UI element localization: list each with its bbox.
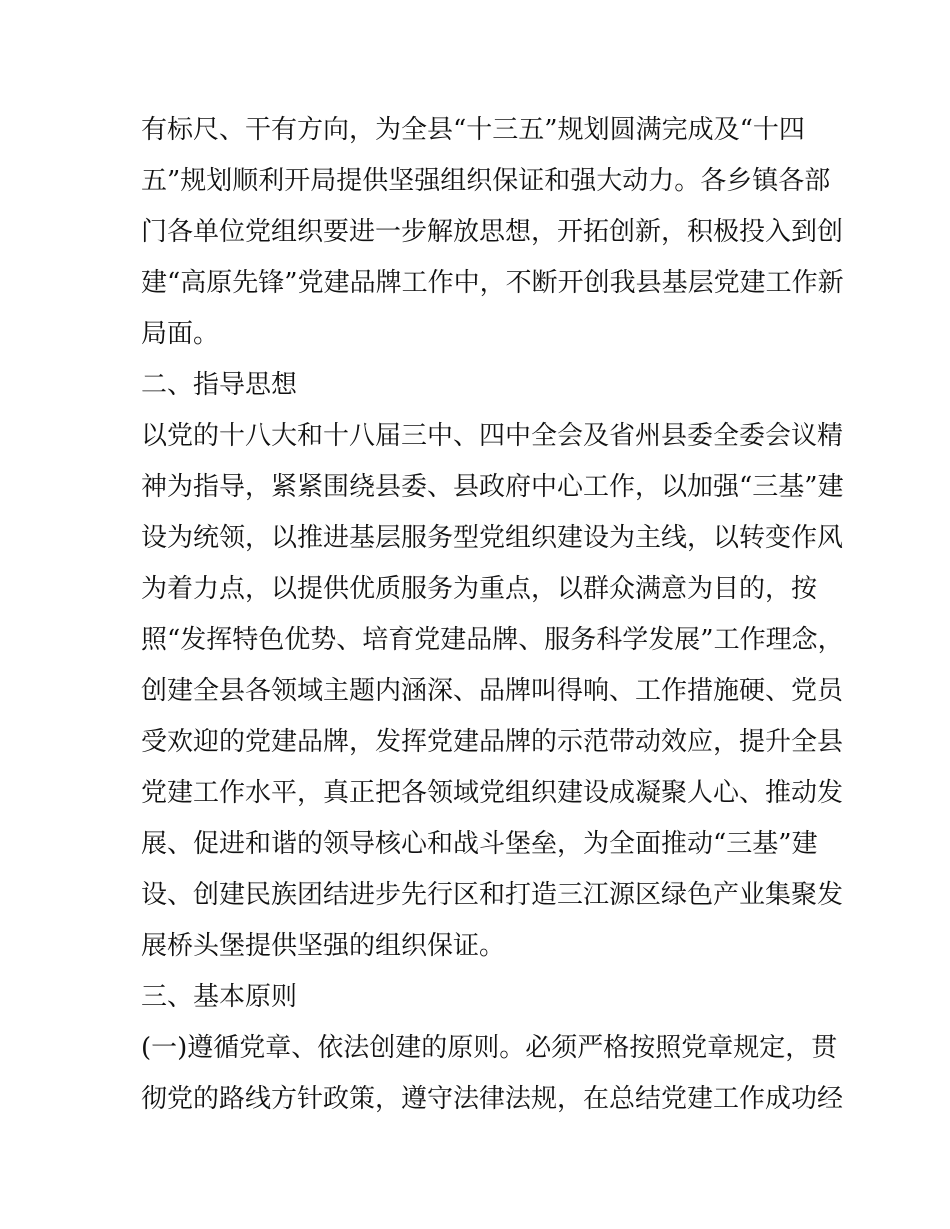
text-line: 建“高原先锋”党建品牌工作中，不断开创我县基层党建工作新 <box>141 268 844 298</box>
text-line: 以党的十八大和十八届三中、四中全会及省州县委全委会议精 <box>141 421 844 451</box>
text-line: 创建全县各领域主题内涵深、品牌叫得响、工作措施硬、党员 <box>141 676 844 706</box>
text-line: 神为指导，紧紧围绕县委、县政府中心工作，以加强“三基”建 <box>141 472 844 502</box>
text-line: 五”规划顺利开局提供坚强组织保证和强大动力。各乡镇各部 <box>141 166 831 196</box>
text-line: 为着力点，以提供优质服务为重点，以群众满意为目的，按 <box>141 574 818 604</box>
text-line: 照“发挥特色优势、培育党建品牌、服务科学发展”工作理念， <box>141 625 844 655</box>
text-line: 有标尺、干有方向，为全县“十三五”规划圆满完成及“十四 <box>141 115 805 145</box>
text-line: 设为统领，以推进基层服务型党组织建设为主线，以转变作风 <box>141 523 844 553</box>
text-line: 局面。 <box>141 319 220 349</box>
text-line: 受欢迎的党建品牌，发挥党建品牌的示范带动效应，提升全县 <box>141 727 844 757</box>
text-line: 设、创建民族团结进步先行区和打造三江源区绿色产业集聚发 <box>141 880 844 910</box>
text-line: 展桥头堡提供坚强的组织保证。 <box>141 931 506 961</box>
document-body <box>141 105 844 1125</box>
text-line: (一)遵循党章、依法创建的原则。必须严格按照党章规定，贯 <box>141 1033 838 1063</box>
text-line: 展、促进和谐的领导核心和战斗堡垒，为全面推动“三基”建 <box>141 829 818 859</box>
text-line: 门各单位党组织要进一步解放思想，开拓创新，积极投入到创 <box>141 217 844 247</box>
text-line: 党建工作水平，真正把各领域党组织建设成凝聚人心、推动发 <box>141 778 844 808</box>
text-line: 彻党的路线方针政策，遵守法律法规，在总结党建工作成功经 <box>141 1084 844 1114</box>
section-heading-guiding-ideology: 二、指导思想 <box>141 370 298 400</box>
section-heading-basic-principles: 三、基本原则 <box>141 982 298 1012</box>
